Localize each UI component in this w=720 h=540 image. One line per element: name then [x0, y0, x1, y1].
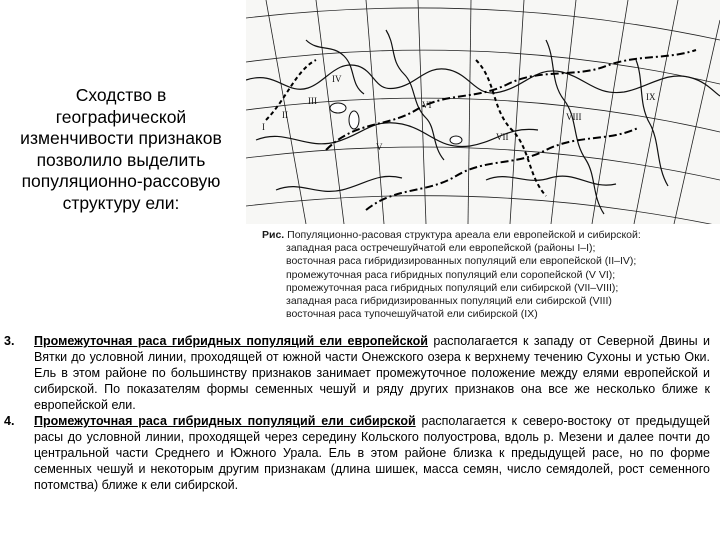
caption-prefix: Рис. [262, 229, 285, 241]
intro-line: изменчивости признаков [20, 128, 222, 148]
intro-line: Сходство в [75, 85, 167, 105]
caption-line: промежуточная раса гибридных популяций ели соропейской (V VI); [286, 268, 616, 281]
intro-line: структуру ели: [62, 192, 180, 213]
item-title: Промежуточная раса гибридных популяций ели сибирской [34, 414, 416, 428]
list-item [4, 413, 710, 493]
range-map-figure [246, 0, 720, 224]
list-item [4, 333, 710, 413]
caption-line: западная раса остречешуйчатой ели европейской (районы I–I); [286, 242, 596, 255]
map-region-label: V [376, 142, 383, 152]
intro-line: позволило выделить [36, 149, 206, 170]
caption-line: промежуточная раса гибридных популяций ели сибирской (VII–VIII); [286, 281, 619, 294]
map-region-label: IV [332, 74, 342, 84]
intro-line: географической [55, 106, 187, 127]
caption-line: западная раса гибридизированных популяций ели сибирской (VIII) [286, 295, 612, 308]
intro-heading [0, 85, 242, 214]
figure-caption [262, 229, 682, 321]
intro-line: популяционно-рассовую [21, 171, 221, 191]
map-region-label: III [308, 96, 317, 106]
item-number: 3. [4, 334, 15, 348]
map-region-label: IX [646, 92, 656, 102]
race-description-list [4, 333, 710, 493]
item-text: располагается к северо-востоку от предыдущей расы до условной линии, проходящей через середину Кольского полуострова, вдоль р. Мезени и далее почти до центральной части Среднего и Южного Урала. Ель в этом районе близка к предыдущей расе, но по форме семенных чешуй и некоторым другим признакам (длина шишек, масса семян, число семядолей, рост семенного потомства) ближе к ели сибирской. [34, 414, 711, 492]
caption-line-first [262, 229, 682, 242]
item-text: располагается к западу от Северной Двины и Вятки до условной линии, проходящей от южной части Онежского озера к верхнему течению Сухоны и устью Оки. Ель в этом районе по большинству признаков занимает промежуточное положение между елями европейской и сибирской. По показателям формы семенных чешуй и ряду других признаков она все же несколько ближе к европейской ели. [34, 334, 710, 412]
map-region-label: VII [496, 132, 509, 142]
map-region-label: VIII [566, 112, 582, 122]
map-region-label: VI [422, 100, 432, 110]
caption-line: восточная раса тупочешуйчатой ели сибирской (IX) [286, 308, 538, 321]
caption-text: Популяционно-расовая структура ареала ели европейской и сибирской: [287, 229, 641, 241]
range-map-drawing [246, 0, 720, 224]
map-region-label: II [282, 110, 288, 120]
map-region-label: I [262, 122, 265, 132]
item-title: Промежуточная раса гибридных популяций ели европейской [34, 334, 428, 348]
caption-line: восточная раса гибридизированных популяций ели европейской (II–IV); [286, 255, 637, 268]
item-number: 4. [4, 414, 15, 428]
